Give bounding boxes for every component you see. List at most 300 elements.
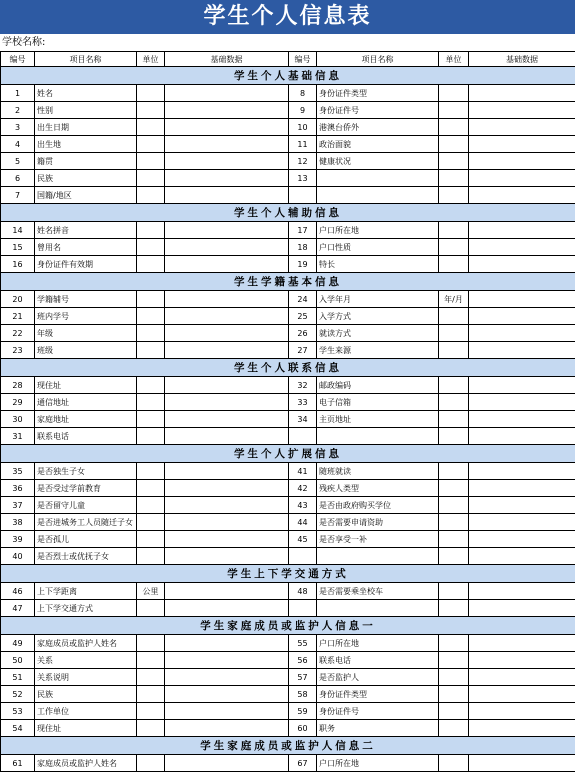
column-header: 基础数据 [469,52,575,67]
cell-number: 50 [1,652,35,669]
cell-item-name: 联系电话 [317,652,439,669]
section-title: 学生个人扩展信息 [1,445,575,463]
table-row [1,428,575,445]
cell-number: 39 [1,531,35,548]
cell-unit [439,669,469,686]
cell-unit [137,531,165,548]
table-row [1,652,575,669]
cell-item-name: 班内学号 [35,308,137,325]
cell-number: 54 [1,720,35,737]
cell-item-name: 关系说明 [35,669,137,686]
cell-number: 8 [289,85,317,102]
cell-unit [137,394,165,411]
table-row [1,686,575,703]
cell-unit [439,119,469,136]
cell-item-name: 政治面貌 [317,136,439,153]
cell-data[interactable] [165,686,289,703]
cell-unit [137,342,165,359]
cell-number: 45 [289,531,317,548]
cell-number: 44 [289,514,317,531]
cell-item-name: 学生来源 [317,342,439,359]
header-row [1,52,575,67]
cell-number: 67 [289,755,317,772]
table-row [1,85,575,102]
cell-number: 31 [1,428,35,445]
table-row [1,411,575,428]
cell-number: 36 [1,480,35,497]
cell-unit [439,548,469,565]
cell-number: 30 [1,411,35,428]
cell-data[interactable] [165,239,289,256]
cell-item-name: 是否烈士或优抚子女 [35,548,137,565]
cell-unit [137,222,165,239]
cell-item-name: 联系电话 [35,428,137,445]
cell-item-name: 残疾人类型 [317,480,439,497]
cell-unit [137,428,165,445]
column-header: 单位 [137,52,165,67]
cell-item-name: 特长 [317,256,439,273]
cell-item-name: 出生日期 [35,119,137,136]
cell-number: 38 [1,514,35,531]
cell-item-name: 籍贯 [35,153,137,170]
cell-item-name: 是否享受一补 [317,531,439,548]
cell-unit [439,703,469,720]
section-header [1,565,575,583]
column-header: 编号 [1,52,35,67]
cell-item-name: 是否进城务工人员随迁子女 [35,514,137,531]
cell-number: 4 [1,136,35,153]
cell-unit [439,463,469,480]
cell-item-name: 户口所在地 [317,222,439,239]
cell-data[interactable] [165,256,289,273]
cell-number: 18 [289,239,317,256]
cell-unit [439,170,469,187]
cell-number: 10 [289,119,317,136]
cell-item-name: 是否留守儿童 [35,497,137,514]
cell-data[interactable] [165,411,289,428]
cell-unit [137,187,165,204]
cell-item-name: 户口所在地 [317,755,439,772]
cell-unit [439,153,469,170]
cell-item-name: 是否独生子女 [35,463,137,480]
info-table [0,51,575,772]
cell-item-name: 入学方式 [317,308,439,325]
table-row [1,531,575,548]
table-row [1,170,575,187]
cell-number: 43 [289,497,317,514]
cell-item-name [317,187,439,204]
cell-unit [439,531,469,548]
cell-item-name: 家庭地址 [35,411,137,428]
cell-data[interactable] [469,669,575,686]
table-row [1,720,575,737]
cell-unit [137,720,165,737]
cell-number [289,187,317,204]
cell-number: 25 [289,308,317,325]
cell-unit [439,394,469,411]
cell-item-name: 曾用名 [35,239,137,256]
cell-unit [137,463,165,480]
cell-data[interactable] [469,548,575,565]
cell-unit: 年/月 [439,291,469,308]
cell-number: 41 [289,463,317,480]
cell-data[interactable] [469,170,575,187]
table-row [1,291,575,308]
cell-data[interactable] [165,119,289,136]
cell-item-name: 身份证件有效期 [35,256,137,273]
cell-unit [439,187,469,204]
cell-data[interactable] [469,308,575,325]
cell-number: 22 [1,325,35,342]
table-row [1,583,575,600]
table-row [1,755,575,772]
cell-unit [137,102,165,119]
cell-data[interactable] [165,325,289,342]
section-header [1,617,575,635]
cell-unit [439,720,469,737]
cell-unit [439,256,469,273]
cell-number: 53 [1,703,35,720]
table-row [1,463,575,480]
cell-item-name [317,428,439,445]
cell-number: 15 [1,239,35,256]
cell-data[interactable] [469,239,575,256]
cell-data[interactable] [165,377,289,394]
cell-unit [137,652,165,669]
cell-data[interactable] [165,669,289,686]
cell-data[interactable] [469,463,575,480]
cell-unit [137,256,165,273]
cell-number: 40 [1,548,35,565]
cell-number: 42 [289,480,317,497]
cell-number: 2 [1,102,35,119]
cell-data[interactable] [165,583,289,600]
cell-data[interactable] [165,222,289,239]
cell-number: 14 [1,222,35,239]
cell-number: 58 [289,686,317,703]
cell-data[interactable] [165,720,289,737]
cell-number: 28 [1,377,35,394]
table-row [1,239,575,256]
cell-item-name: 是否孤儿 [35,531,137,548]
cell-number: 3 [1,119,35,136]
cell-item-name: 职务 [317,720,439,737]
cell-unit [439,377,469,394]
cell-unit [137,119,165,136]
cell-number: 59 [289,703,317,720]
cell-item-name: 身份证件类型 [317,85,439,102]
cell-item-name: 邮政编码 [317,377,439,394]
table-row [1,256,575,273]
cell-number [289,428,317,445]
school-name-label: 学校名称: [0,34,575,51]
cell-item-name: 身份证件号 [317,102,439,119]
cell-item-name: 现住址 [35,377,137,394]
cell-data[interactable] [165,514,289,531]
cell-unit [137,600,165,617]
cell-data[interactable] [469,136,575,153]
cell-item-name: 户口所在地 [317,635,439,652]
cell-data[interactable] [469,411,575,428]
cell-unit [439,480,469,497]
cell-item-name: 现住址 [35,720,137,737]
cell-data[interactable] [469,514,575,531]
cell-unit [439,600,469,617]
cell-item-name: 户口性质 [317,239,439,256]
cell-data[interactable] [165,463,289,480]
cell-data[interactable] [165,394,289,411]
table-row [1,480,575,497]
cell-data[interactable] [469,497,575,514]
cell-unit [439,428,469,445]
cell-item-name: 是否由政府购买学位 [317,497,439,514]
cell-data[interactable] [165,480,289,497]
cell-data[interactable] [469,342,575,359]
cell-data[interactable] [165,635,289,652]
cell-number: 24 [289,291,317,308]
column-header: 单位 [439,52,469,67]
page-title: 学生个人信息表 [0,0,575,34]
cell-data[interactable] [469,119,575,136]
cell-number: 21 [1,308,35,325]
table-row [1,187,575,204]
cell-unit [137,635,165,652]
cell-unit [439,411,469,428]
cell-data[interactable] [469,635,575,652]
cell-unit [439,102,469,119]
cell-unit [137,239,165,256]
table-row [1,342,575,359]
cell-data[interactable] [165,703,289,720]
cell-item-name: 就读方式 [317,325,439,342]
table-row [1,136,575,153]
section-title: 学生家庭成员或监护人信息一 [1,617,575,635]
cell-item-name: 身份证件类型 [317,686,439,703]
cell-data[interactable] [165,600,289,617]
cell-data[interactable] [165,85,289,102]
cell-unit [439,635,469,652]
cell-item-name: 健康状况 [317,153,439,170]
table-row [1,325,575,342]
cell-data[interactable] [469,291,575,308]
cell-number: 13 [289,170,317,187]
cell-number: 17 [289,222,317,239]
cell-item-name: 电子信箱 [317,394,439,411]
section-header [1,445,575,463]
cell-number: 49 [1,635,35,652]
section-header [1,737,575,755]
cell-number: 11 [289,136,317,153]
cell-number: 33 [289,394,317,411]
table-row [1,669,575,686]
cell-unit [137,325,165,342]
cell-number: 5 [1,153,35,170]
section-header [1,273,575,291]
cell-number: 23 [1,342,35,359]
cell-unit [439,222,469,239]
cell-unit [439,583,469,600]
cell-item-name: 姓名拼音 [35,222,137,239]
cell-unit [137,548,165,565]
cell-unit [137,514,165,531]
section-title: 学生个人辅助信息 [1,204,575,222]
cell-data[interactable] [469,583,575,600]
cell-data[interactable] [165,187,289,204]
cell-data[interactable] [469,187,575,204]
cell-data[interactable] [469,703,575,720]
table-row [1,377,575,394]
cell-item-name: 主页地址 [317,411,439,428]
table-row [1,497,575,514]
cell-number: 48 [289,583,317,600]
cell-number: 37 [1,497,35,514]
cell-unit [137,291,165,308]
cell-unit [439,755,469,772]
cell-item-name: 随班就读 [317,463,439,480]
cell-item-name: 是否需要乘坐校车 [317,583,439,600]
cell-item-name: 上下学交通方式 [35,600,137,617]
cell-item-name: 性别 [35,102,137,119]
cell-data[interactable] [469,102,575,119]
section-title: 学生学籍基本信息 [1,273,575,291]
table-row [1,600,575,617]
cell-number: 34 [289,411,317,428]
cell-number: 61 [1,755,35,772]
table-row [1,222,575,239]
cell-data[interactable] [165,308,289,325]
cell-item-name: 学籍辅号 [35,291,137,308]
cell-item-name: 国籍/地区 [35,187,137,204]
cell-item-name [317,170,439,187]
cell-number: 35 [1,463,35,480]
cell-item-name: 年级 [35,325,137,342]
cell-number: 47 [1,600,35,617]
cell-item-name: 民族 [35,170,137,187]
cell-number: 57 [289,669,317,686]
cell-number: 55 [289,635,317,652]
cell-number [289,600,317,617]
cell-unit [137,170,165,187]
column-header: 项目名称 [317,52,439,67]
column-header: 基础数据 [165,52,289,67]
cell-number: 52 [1,686,35,703]
cell-item-name: 上下学距离 [35,583,137,600]
cell-data[interactable] [469,428,575,445]
cell-data[interactable] [469,600,575,617]
cell-number: 12 [289,153,317,170]
cell-data[interactable] [165,291,289,308]
cell-data[interactable] [165,652,289,669]
section-header [1,204,575,222]
cell-data[interactable] [165,428,289,445]
cell-item-name: 是否监护人 [317,669,439,686]
cell-unit [137,480,165,497]
cell-number: 46 [1,583,35,600]
cell-data[interactable] [165,102,289,119]
cell-data[interactable] [469,480,575,497]
cell-data[interactable] [469,256,575,273]
cell-item-name: 出生地 [35,136,137,153]
cell-number: 56 [289,652,317,669]
cell-number: 29 [1,394,35,411]
cell-data[interactable] [165,755,289,772]
cell-data[interactable] [165,497,289,514]
section-title: 学生个人基础信息 [1,67,575,85]
cell-number: 16 [1,256,35,273]
cell-data[interactable] [469,531,575,548]
cell-item-name: 班级 [35,342,137,359]
cell-item-name [317,548,439,565]
cell-data[interactable] [165,136,289,153]
cell-unit [439,239,469,256]
section-title: 学生上下学交通方式 [1,565,575,583]
table-row [1,514,575,531]
cell-number: 60 [289,720,317,737]
table-row [1,119,575,136]
section-header [1,67,575,85]
table-row [1,635,575,652]
section-title: 学生家庭成员或监护人信息二 [1,737,575,755]
cell-number: 27 [289,342,317,359]
cell-unit [137,377,165,394]
cell-data[interactable] [469,153,575,170]
cell-item-name: 入学年月 [317,291,439,308]
cell-unit [137,703,165,720]
cell-unit [137,136,165,153]
cell-item-name: 关系 [35,652,137,669]
cell-data[interactable] [469,325,575,342]
table-row [1,153,575,170]
cell-unit [439,342,469,359]
cell-data[interactable] [469,686,575,703]
cell-data[interactable] [165,170,289,187]
cell-data[interactable] [469,652,575,669]
cell-item-name: 家庭成员或监护人姓名 [35,755,137,772]
cell-data[interactable] [469,222,575,239]
cell-item-name: 身份证件号 [317,703,439,720]
cell-data[interactable] [165,531,289,548]
cell-unit [439,325,469,342]
cell-unit [439,85,469,102]
cell-data[interactable] [469,85,575,102]
cell-data[interactable] [165,548,289,565]
cell-data[interactable] [469,755,575,772]
column-header: 项目名称 [35,52,137,67]
cell-number: 9 [289,102,317,119]
cell-item-name: 民族 [35,686,137,703]
cell-data[interactable] [469,377,575,394]
cell-item-name: 家庭成员或监护人姓名 [35,635,137,652]
cell-number [289,548,317,565]
cell-unit [137,755,165,772]
cell-unit [137,669,165,686]
cell-number: 1 [1,85,35,102]
table-row [1,703,575,720]
cell-unit [137,411,165,428]
cell-number: 19 [289,256,317,273]
cell-unit [137,308,165,325]
table-row [1,102,575,119]
cell-item-name: 通信地址 [35,394,137,411]
cell-data[interactable] [165,342,289,359]
cell-data[interactable] [469,394,575,411]
cell-data[interactable] [165,153,289,170]
cell-unit [439,308,469,325]
cell-item-name: 是否需要申请资助 [317,514,439,531]
cell-data[interactable] [469,720,575,737]
cell-unit [137,153,165,170]
cell-item-name [317,600,439,617]
